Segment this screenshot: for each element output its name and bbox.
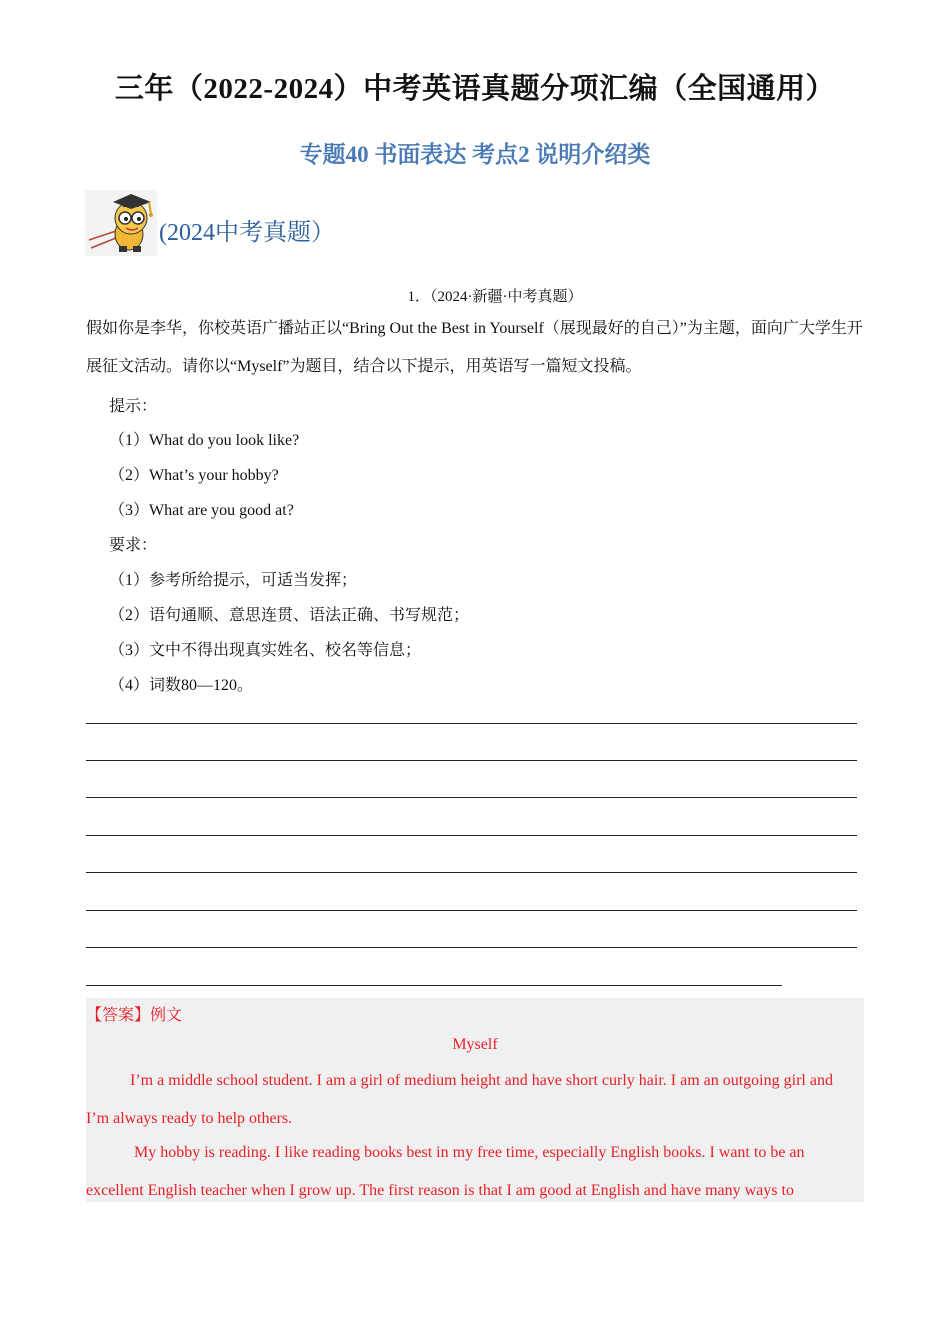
writing-line[interactable] [86,835,857,836]
answer-box [86,998,864,1202]
answer-essay-title: Myself [452,1036,498,1053]
hint-item: （2）What’s your hobby? [109,467,279,484]
answer-label: 【答案】例文 [86,1007,183,1024]
requirement-item: （3）文中不得出现真实姓名、校名等信息； [109,642,422,659]
section-header [85,190,335,256]
topic-subtitle: 专题40 书面表达 考点2 说明介绍类 [299,142,651,167]
writing-line[interactable] [86,985,782,986]
writing-line[interactable] [86,910,857,911]
hints-label: 提示： [109,398,158,415]
requirement-item: （4）词数80—120。 [109,677,254,694]
question-number: 1．（2024·新疆·中考真题） [407,289,583,305]
answer-paragraph: My hobby is reading. I like reading books best in my free time, especially English books. I want to be an excellent English teacher when I grow up. The first reason is that I am good at English and have many ways to [86,1144,805,1199]
page-title: 三年（2022-2024）中考英语真题分项汇编（全国通用） [114,73,836,105]
answer-paragraph: I’m a middle school student. I am a girl of medium height and have short curly hair. I am an outgoing girl and I’m always ready to help others. [86,1072,833,1127]
requirement-item: （2）语句通顺、意思连贯、语法正确、书写规范； [109,607,470,624]
section-label: (2024中考真题） [159,219,335,246]
writing-line[interactable] [86,797,857,798]
cartoon-student-icon [85,190,157,256]
writing-line[interactable] [86,947,857,948]
writing-line[interactable] [86,872,857,873]
requirements-label: 要求： [109,537,158,554]
hint-item: （1）What do you look like? [109,432,300,449]
writing-line[interactable] [86,760,857,761]
requirement-item: （1）参考所给提示，可适当发挥； [109,572,358,589]
writing-line[interactable] [86,723,857,724]
hint-item: （3）What are you good at? [109,502,294,519]
question-prompt: 假如你是李华，你校英语广播站正以“Bring Out the Best in Yourself（展现最好的自己）”为主题，面向广大学生开展征文活动。请你以“Myself”为题目，结合以下提示，用英语写一篇短文投稿。 [86,320,863,375]
